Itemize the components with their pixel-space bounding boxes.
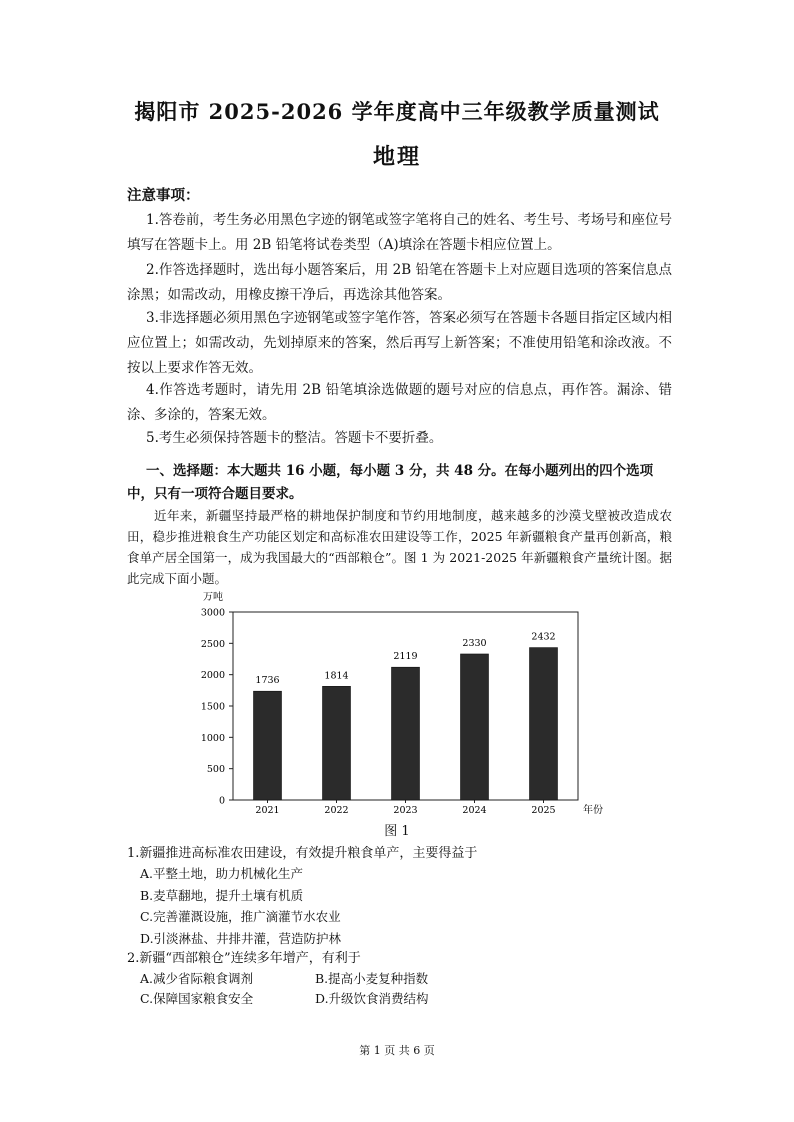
- y-tick-label: 2500: [200, 638, 225, 650]
- question-1-option-c: C.完善灌溉设施，推广滴灌节水农业: [140, 909, 341, 924]
- question-2-option-a: A.减少省际粮食调剂: [140, 971, 254, 986]
- x-tick-label: 2022: [324, 805, 349, 816]
- bar: [254, 691, 282, 800]
- question-2-option-c: C.保障国家粮食安全: [140, 991, 254, 1006]
- notice-heading: 注意事项：: [127, 187, 200, 204]
- figure-caption: 图 1: [384, 824, 410, 839]
- bar: [461, 654, 489, 800]
- question-1-option-a: A.平整土地，助力机械化生产: [140, 866, 304, 881]
- bar-data-label: 2119: [393, 651, 418, 663]
- question-intro: 近年来，新疆坚持最严格的耕地保护制度和节约用地制度，越来越多的沙漠戈壁被改造成农田，稳步推进粮食生产功能区划定和高标准农田建设等工作，2025 年新疆粮食产量再创新高，粮食单产居全国第一，成为我国最大的“西部粮仓”。图 1 为 2021-2025 年新疆粮食产量统计图。据此完成下面小题。: [127, 508, 672, 586]
- exam-title: 揭阳市 2025-2026 学年度高中三年级教学质量测试: [134, 99, 660, 124]
- question-1-option-b: B.麦草翻地，提升土壤有机质: [140, 888, 304, 903]
- question-2-option-d: D.升级饮食消费结构: [315, 991, 429, 1006]
- grain-production-chart: [195, 588, 615, 820]
- y-tick-label: 3000: [200, 607, 225, 619]
- x-tick-label: 2021: [255, 805, 280, 816]
- bar: [530, 648, 558, 800]
- x-tick-label: 2023: [393, 805, 418, 816]
- notice-item-3: 3.非选择题必须用黑色字迹钢笔或签字笔作答，答案必须写在答题卡各题目指定区域内相应位置上；如需改动，先划掉原来的答案，然后再写上新答案；不准使用铅笔和涂改液。不按以上要求作答无效。: [127, 310, 672, 376]
- y-tick-label: 500: [206, 764, 225, 776]
- y-tick-label: 1500: [200, 701, 225, 713]
- bar: [323, 686, 351, 800]
- x-tick-label: 2024: [462, 805, 487, 816]
- bar-data-label: 2330: [462, 637, 487, 649]
- question-1-stem: 1.新疆推进高标准农田建设，有效提升粮食单产，主要得益于: [127, 846, 478, 861]
- question-2-option-b: B.提高小麦复种指数: [315, 971, 429, 986]
- notice-item-5: 5.考生必须保持答题卡的整洁。答题卡不要折叠。: [146, 430, 443, 446]
- page-footer: 第 1 页 共 6 页: [359, 1044, 435, 1057]
- bar-data-label: 1736: [255, 675, 280, 687]
- x-axis-unit-label: 年份: [583, 805, 603, 816]
- bar: [392, 667, 420, 800]
- notice-item-1: 1.答卷前，考生务必用黑色字迹的钢笔或签字笔将自己的姓名、考生号、考场号和座位号填写在答题卡上。用 2B 铅笔将试卷类型（A)填涂在答题卡相应位置上。: [127, 212, 672, 253]
- subject-title: 地理: [372, 144, 421, 170]
- y-tick-label: 2000: [200, 670, 225, 682]
- notice-item-4: 4.作答选考题时，请先用 2B 铅笔填涂选做题的题号对应的信息点，再作答。漏涂、错涂、多涂的，答案无效。: [127, 382, 672, 423]
- y-tick-label: 0: [218, 795, 225, 807]
- y-tick-label: 1000: [200, 732, 225, 744]
- bar-data-label: 2432: [531, 631, 556, 643]
- question-1-option-d: D.引淡淋盐、井排井灌，营造防护林: [140, 931, 342, 946]
- x-tick-label: 2025: [531, 805, 556, 816]
- section-heading: 一、选择题：本大题共 16 小题，每小题 3 分，共 48 分。在每小题列出的四个选项中，只有一项符合题目要求。: [127, 463, 654, 502]
- y-axis-unit-label: 万吨: [203, 592, 223, 603]
- question-2-stem: 2.新疆“西部粮仓”连续多年增产，有利于: [127, 951, 361, 966]
- bar-data-label: 1814: [324, 670, 349, 682]
- notice-item-2: 2.作答选择题时，选出每小题答案后，用 2B 铅笔在答题卡上对应题目选项的答案信息点涂黑；如需改动，用橡皮擦干净后，再选涂其他答案。: [127, 262, 672, 303]
